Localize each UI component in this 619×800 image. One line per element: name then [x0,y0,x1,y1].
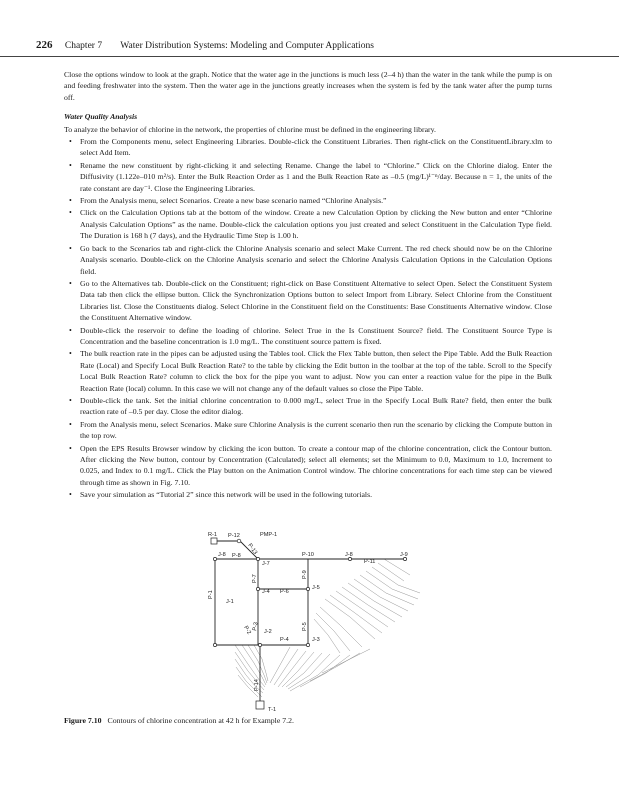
list-item: • From the Analysis menu, select Scenarios. Create a new base scenario named “Chlorine Analysis.” [80,195,552,206]
list-item: • Rename the new constituent by right-clicking it and selecting Rename. Change the label to “Chlorine.” Click on the Chlorine dialog. Enter the Diffusivity (1.122e–010 m²/s). Enter the Bulk Reaction Order as 1 and the Bulk Reaction Rate as –0.5 (mg/L)¹⁻ⁿ/day. Because n = 1, the units of the rate constant are day⁻¹. Close the Engineering Libraries. [80,160,552,194]
section-intro: To analyze the behavior of chlorine in the network, the properties of chlorine must be defined in the engineering library. [64,124,436,134]
page-number: 226 [36,39,53,51]
chapter-label: Chapter 7 [64,41,103,51]
label-j8-right: J-8 [345,552,353,558]
junction-j2 [258,643,261,646]
list-item: • Double-click the reservoir to define the loading of chlorine. Select True in the Is Constituent Source? field. The Constituent Source Type is Concentration and the baseline concentration is 1.0 mg/L. The constituent source pattern is fixed. [80,325,552,348]
label-p9: P-9 [302,570,308,579]
list-item: • Save your simulation as “Tutorial 2” since this network will be used in the following tutorials. [80,489,552,500]
label-j2: J-2 [264,629,272,635]
label-j3: J-3 [312,637,320,643]
reservoir-r1 [211,538,217,544]
list-item: • From the Components menu, select Engineering Libraries. Double-click the Constituent Libraries. Then right-click on the ConstituentLibrary.xlm to select Add Item. [80,136,552,159]
label-r1: R-1 [208,532,218,538]
list-item: • Go back to the Scenarios tab and right-click the Chlorine Analysis scenario and select Make Current. The red check should now be on the Chlorine Analysis scenario. Double-click on the Chlorine Analysis scenario and select the Chlorine Analysis Calculation Options in the Calculation Options field. [80,243,552,277]
list-item: • From the Analysis menu, select Scenarios. Make sure Chlorine Analysis is the current scenario then run the scenario by clicking the Compute button in the top row. [80,419,552,442]
label-j1: J-1 [226,599,234,605]
label-p11: P-11 [364,559,376,565]
label-p6: P-6 [280,589,289,595]
list-item: • Open the EPS Results Browser window by clicking the icon button. To create a contour map of the chlorine concentration, click the Contour button. After clicking the New button, contour by Concentration (Calculated); select all elements; set the Minimum to 0.0, Maximum to 1.0, Increment to 0.025, and Index to 0.1 mg/L. Click the Play button on the Animation Control window. The chlorine concentrations for each time step can be viewed through time as shown in Fig. 7.10. [80,443,552,489]
label-j5: J-5 [312,585,320,591]
label-p3: P-3 [252,621,260,632]
label-p8: P-8 [232,553,241,559]
label-p10: P-10 [302,552,314,558]
header-rule [0,56,619,57]
junction-j3 [306,643,309,646]
label-p1: P-1 [208,590,214,599]
list-item: • Go to the Alternatives tab. Double-click on the Constituent; right-click on Base Constituent Alternative to select Open. Select the Constituent System Data tab then click the ellipse button. Click the Synchronization Options button to select Import from Library. Select Chlorine from the Constituent Libraries list. Close the Constituents dialog. Select Chlorine in the Constituent field on the Constituents: Base Constituents Alternative window. Close the Constituent Alternative window. [80,278,552,324]
tank-t1 [256,701,264,709]
page-header [36,39,374,51]
label-pmp1: PMP-1 [260,532,278,538]
junction-j1 [213,643,216,646]
caption-number: Figure 7.10 [64,716,102,725]
junction-j5 [306,587,309,590]
junction-j7 [256,557,259,560]
junction-j8 [213,557,216,560]
label-p12: P-12 [228,533,240,539]
label-j7: J-7 [262,561,270,567]
network-contour-figure [190,527,420,715]
section-title: Water Quality Analysis [64,112,138,122]
junction-j4 [256,587,259,590]
intro-paragraph: Close the options window to look at the graph. Notice that the water age in the junctions is much less (2–4 h) than the water in the tank while the pump is on and feeding freshwater into the system. Then the water age in the junctions greatly increases when the system is fed by the tank water after the pump turns off. [64,70,552,102]
contour-lines [235,559,420,697]
label-p7: P-7 [252,574,258,583]
network-diagram [190,527,420,715]
pipe-network [215,541,405,703]
list-item: • Double-click the tank. Set the initial chlorine concentration to 0.000 mg/L, select True in the Specify Local Bulk Rate? field, then enter the bulk reaction rate of –0.5 per day. Close the editor dialog. [80,395,552,418]
instruction-list [64,136,552,501]
label-p13: P-13 [246,542,259,556]
label-t1: T-1 [268,707,277,713]
label-j4: J-4 [262,589,270,595]
list-item: • Click on the Calculation Options tab at the bottom of the window. Create a new Calculation Option by clicking the New button and enter “Chlorine Analysis Calculation Options” as the name. Double-click the calculation options you just created and select Constituent in the Calculation Type field. The Duration is 168 h (7 days), and the Hydraulic Time Step is 1.00 h. [80,207,552,241]
pump-pmp1 [237,539,241,543]
label-j9: J-9 [400,552,408,558]
running-title: Water Distribution Systems: Modeling and Computer Applications [120,41,374,51]
label-p5: P-5 [302,622,308,631]
label-p4: P-4 [280,637,289,643]
body-text [64,69,552,502]
list-item: • The bulk reaction rate in the pipes can be adjusted using the Tables tool. Click the Flex Table button, then select the Pipe Table. Add the Bulk Reaction Rate (Local) and Specify Local Bulk Reaction Rate? to the table by clicking the Edit button in the toolbar at the top of the table. Scroll to the Specify Local Bulk Reaction Rate? column to click the box for the pipe you want to adjust. Now you can enter a reaction value for the pipe in the Bulk Reaction Rate (local) column. In this case we will not change any of the default values so close the Pipe Table. [80,348,552,394]
label-p14: P-14 [254,679,260,691]
figure-caption [64,716,294,725]
label-p2: P-2 [242,625,252,636]
nodes [211,538,407,709]
label-j8: J-8 [218,552,226,558]
caption-text: Contours of chlorine concentration at 42 h for Example 7.2. [107,716,294,725]
